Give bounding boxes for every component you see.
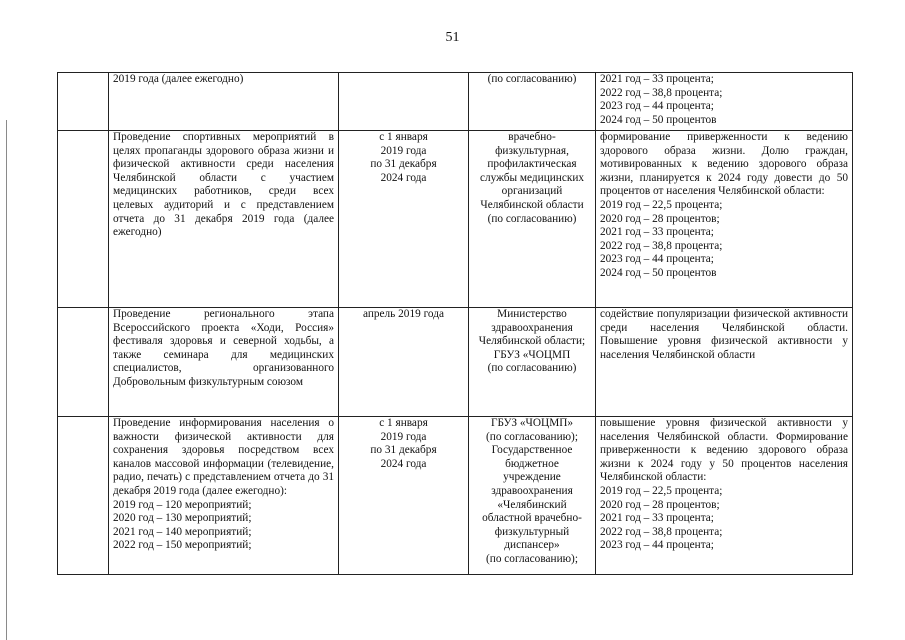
result-text: 2022 год – 38,8 процента; bbox=[600, 86, 723, 99]
term-text: 2024 года bbox=[380, 457, 427, 470]
term-cell bbox=[339, 417, 469, 575]
result-text: 2020 год – 28 процентов; bbox=[600, 212, 720, 225]
result-text: 2019 год – 22,5 процента; bbox=[600, 198, 723, 211]
table-row bbox=[58, 131, 853, 308]
result-text: 2019 год – 22,5 процента; bbox=[600, 484, 723, 497]
executor-text: (по согласованию) bbox=[487, 362, 577, 375]
activity-cell bbox=[109, 131, 339, 308]
executor-text: учреждение bbox=[503, 471, 561, 484]
executor-text: (по согласованию) bbox=[487, 73, 577, 85]
result-text: содействие популяризации физической активности среди населения Челябинской области. Повышение уровня физической активности у населения Челябинской области bbox=[600, 308, 848, 361]
table-row bbox=[58, 73, 853, 131]
executor-text: профилактическая bbox=[487, 158, 577, 171]
executor-text: (по согласованию); bbox=[486, 430, 578, 443]
result-text: 2022 год – 38,8 процента; bbox=[600, 239, 723, 252]
result-text: 2024 год – 50 процентов bbox=[600, 113, 717, 126]
executor-text: (по согласованию); bbox=[486, 552, 578, 565]
executor-text: здравоохранения bbox=[491, 484, 573, 497]
activity-text: 2019 год – 120 мероприятий; bbox=[113, 498, 252, 511]
table-row bbox=[58, 417, 853, 575]
executor-cell bbox=[469, 308, 596, 417]
executor-text: организаций bbox=[501, 185, 563, 198]
executor-cell bbox=[469, 417, 596, 575]
term-cell bbox=[339, 308, 469, 417]
result-text: 2021 год – 33 процента; bbox=[600, 73, 714, 85]
result-cell bbox=[596, 308, 853, 417]
activity-text: 2021 год – 140 мероприятий; bbox=[113, 525, 252, 538]
term-text: апрель 2019 года bbox=[362, 308, 445, 320]
binding-margin-line bbox=[6, 120, 7, 640]
number-cell bbox=[58, 131, 109, 308]
executor-text: «Челябинский bbox=[497, 498, 567, 511]
activity-cell bbox=[109, 73, 339, 131]
executor-text: врачебно- bbox=[508, 131, 556, 143]
executor-text: здравоохранения bbox=[491, 321, 573, 334]
executor-text: Министерство bbox=[497, 308, 567, 320]
term-text: с 1 января bbox=[379, 417, 428, 429]
term-cell bbox=[339, 131, 469, 308]
executor-text: Челябинской области; bbox=[478, 335, 586, 348]
result-text: повышение уровня физической активности у населения Челябинской области. Формирование приверженности к ведению здорового образа жизни к 2024 году у 50 процентов населения Челябинской области: bbox=[600, 417, 848, 484]
term-text: 2019 года bbox=[380, 430, 427, 443]
number-cell bbox=[58, 308, 109, 417]
executor-text: диспансер» bbox=[504, 539, 560, 552]
result-cell bbox=[596, 73, 853, 131]
result-text: 2023 год – 44 процента; bbox=[600, 253, 714, 266]
executor-text: службы медицинских bbox=[479, 171, 585, 184]
executor-cell bbox=[469, 73, 596, 131]
result-text: 2022 год – 38,8 процента; bbox=[600, 525, 723, 538]
executor-text: Челябинской области bbox=[480, 198, 584, 211]
term-text: 2024 года bbox=[380, 171, 427, 184]
result-text: 2020 год – 28 процентов; bbox=[600, 498, 720, 511]
executor-text: областной врачебно- bbox=[482, 512, 582, 525]
term-text: по 31 декабря bbox=[370, 158, 437, 171]
result-text: 2023 год – 44 процента; bbox=[600, 100, 714, 113]
number-cell bbox=[58, 417, 109, 575]
term-cell bbox=[339, 73, 469, 131]
table-row bbox=[58, 308, 853, 417]
result-text: 2024 год – 50 процентов bbox=[600, 266, 717, 279]
term-text: с 1 января bbox=[379, 131, 428, 143]
activity-text: 2022 год – 150 мероприятий; bbox=[113, 539, 252, 552]
executor-text: физкультурная, bbox=[495, 144, 569, 157]
number-cell bbox=[58, 73, 109, 131]
activity-text: Проведение регионального этапа Всероссийского проекта «Ходи, Россия» фестиваля здоровья и северной ходьбы, а также семинара для медицинских специалистов, организованного Добровольным физкультурным союзом bbox=[113, 308, 334, 388]
executor-text: (по согласованию) bbox=[487, 212, 577, 225]
activity-text: 2020 год – 130 мероприятий; bbox=[113, 512, 252, 525]
result-text: 2021 год – 33 процента; bbox=[600, 512, 714, 525]
executor-text: физкультурный bbox=[494, 525, 570, 538]
page-number: 51 bbox=[445, 30, 460, 45]
activity-text: 2019 года (далее ежегодно) bbox=[113, 73, 244, 85]
executor-text: Государственное bbox=[491, 444, 573, 457]
activity-text: Проведение информирования населения о важности физической активности для сохранения здоровья посредством всех каналов массовой информации (телевидение, радио, печать) с представлением отчета до 31 декабря 2019 года (далее ежегодно): bbox=[113, 417, 334, 497]
executor-text: бюджетное bbox=[505, 457, 559, 470]
result-text: 2023 год – 44 процента; bbox=[600, 539, 714, 552]
term-text: 2019 года bbox=[380, 144, 427, 157]
activity-cell bbox=[109, 417, 339, 575]
term-text: по 31 декабря bbox=[370, 444, 437, 457]
executor-text: ГБУЗ «ЧОЦМП» bbox=[490, 417, 574, 429]
result-cell bbox=[596, 131, 853, 308]
activity-text: Проведение спортивных мероприятий в целях пропаганды здорового образа жизни и физической активности среди населения Челябинской области с участием медицинских работников, среди всех целевых аудиторий и с представлением отчета до 31 декабря 2019 года (далее ежегодно) bbox=[113, 131, 334, 239]
executor-cell bbox=[469, 131, 596, 308]
result-text: 2021 год – 33 процента; bbox=[600, 226, 714, 239]
result-cell bbox=[596, 417, 853, 575]
executor-text: ГБУЗ «ЧОЦМП bbox=[493, 348, 571, 361]
activity-cell bbox=[109, 308, 339, 417]
activities-table bbox=[57, 72, 853, 575]
result-text: формирование приверженности к ведению здорового образа жизни. Долю граждан, мотивированных к ведению здорового образа жизни, планируется к 2024 году довести до 50 процентов от населения Челябинской области: bbox=[600, 131, 848, 198]
